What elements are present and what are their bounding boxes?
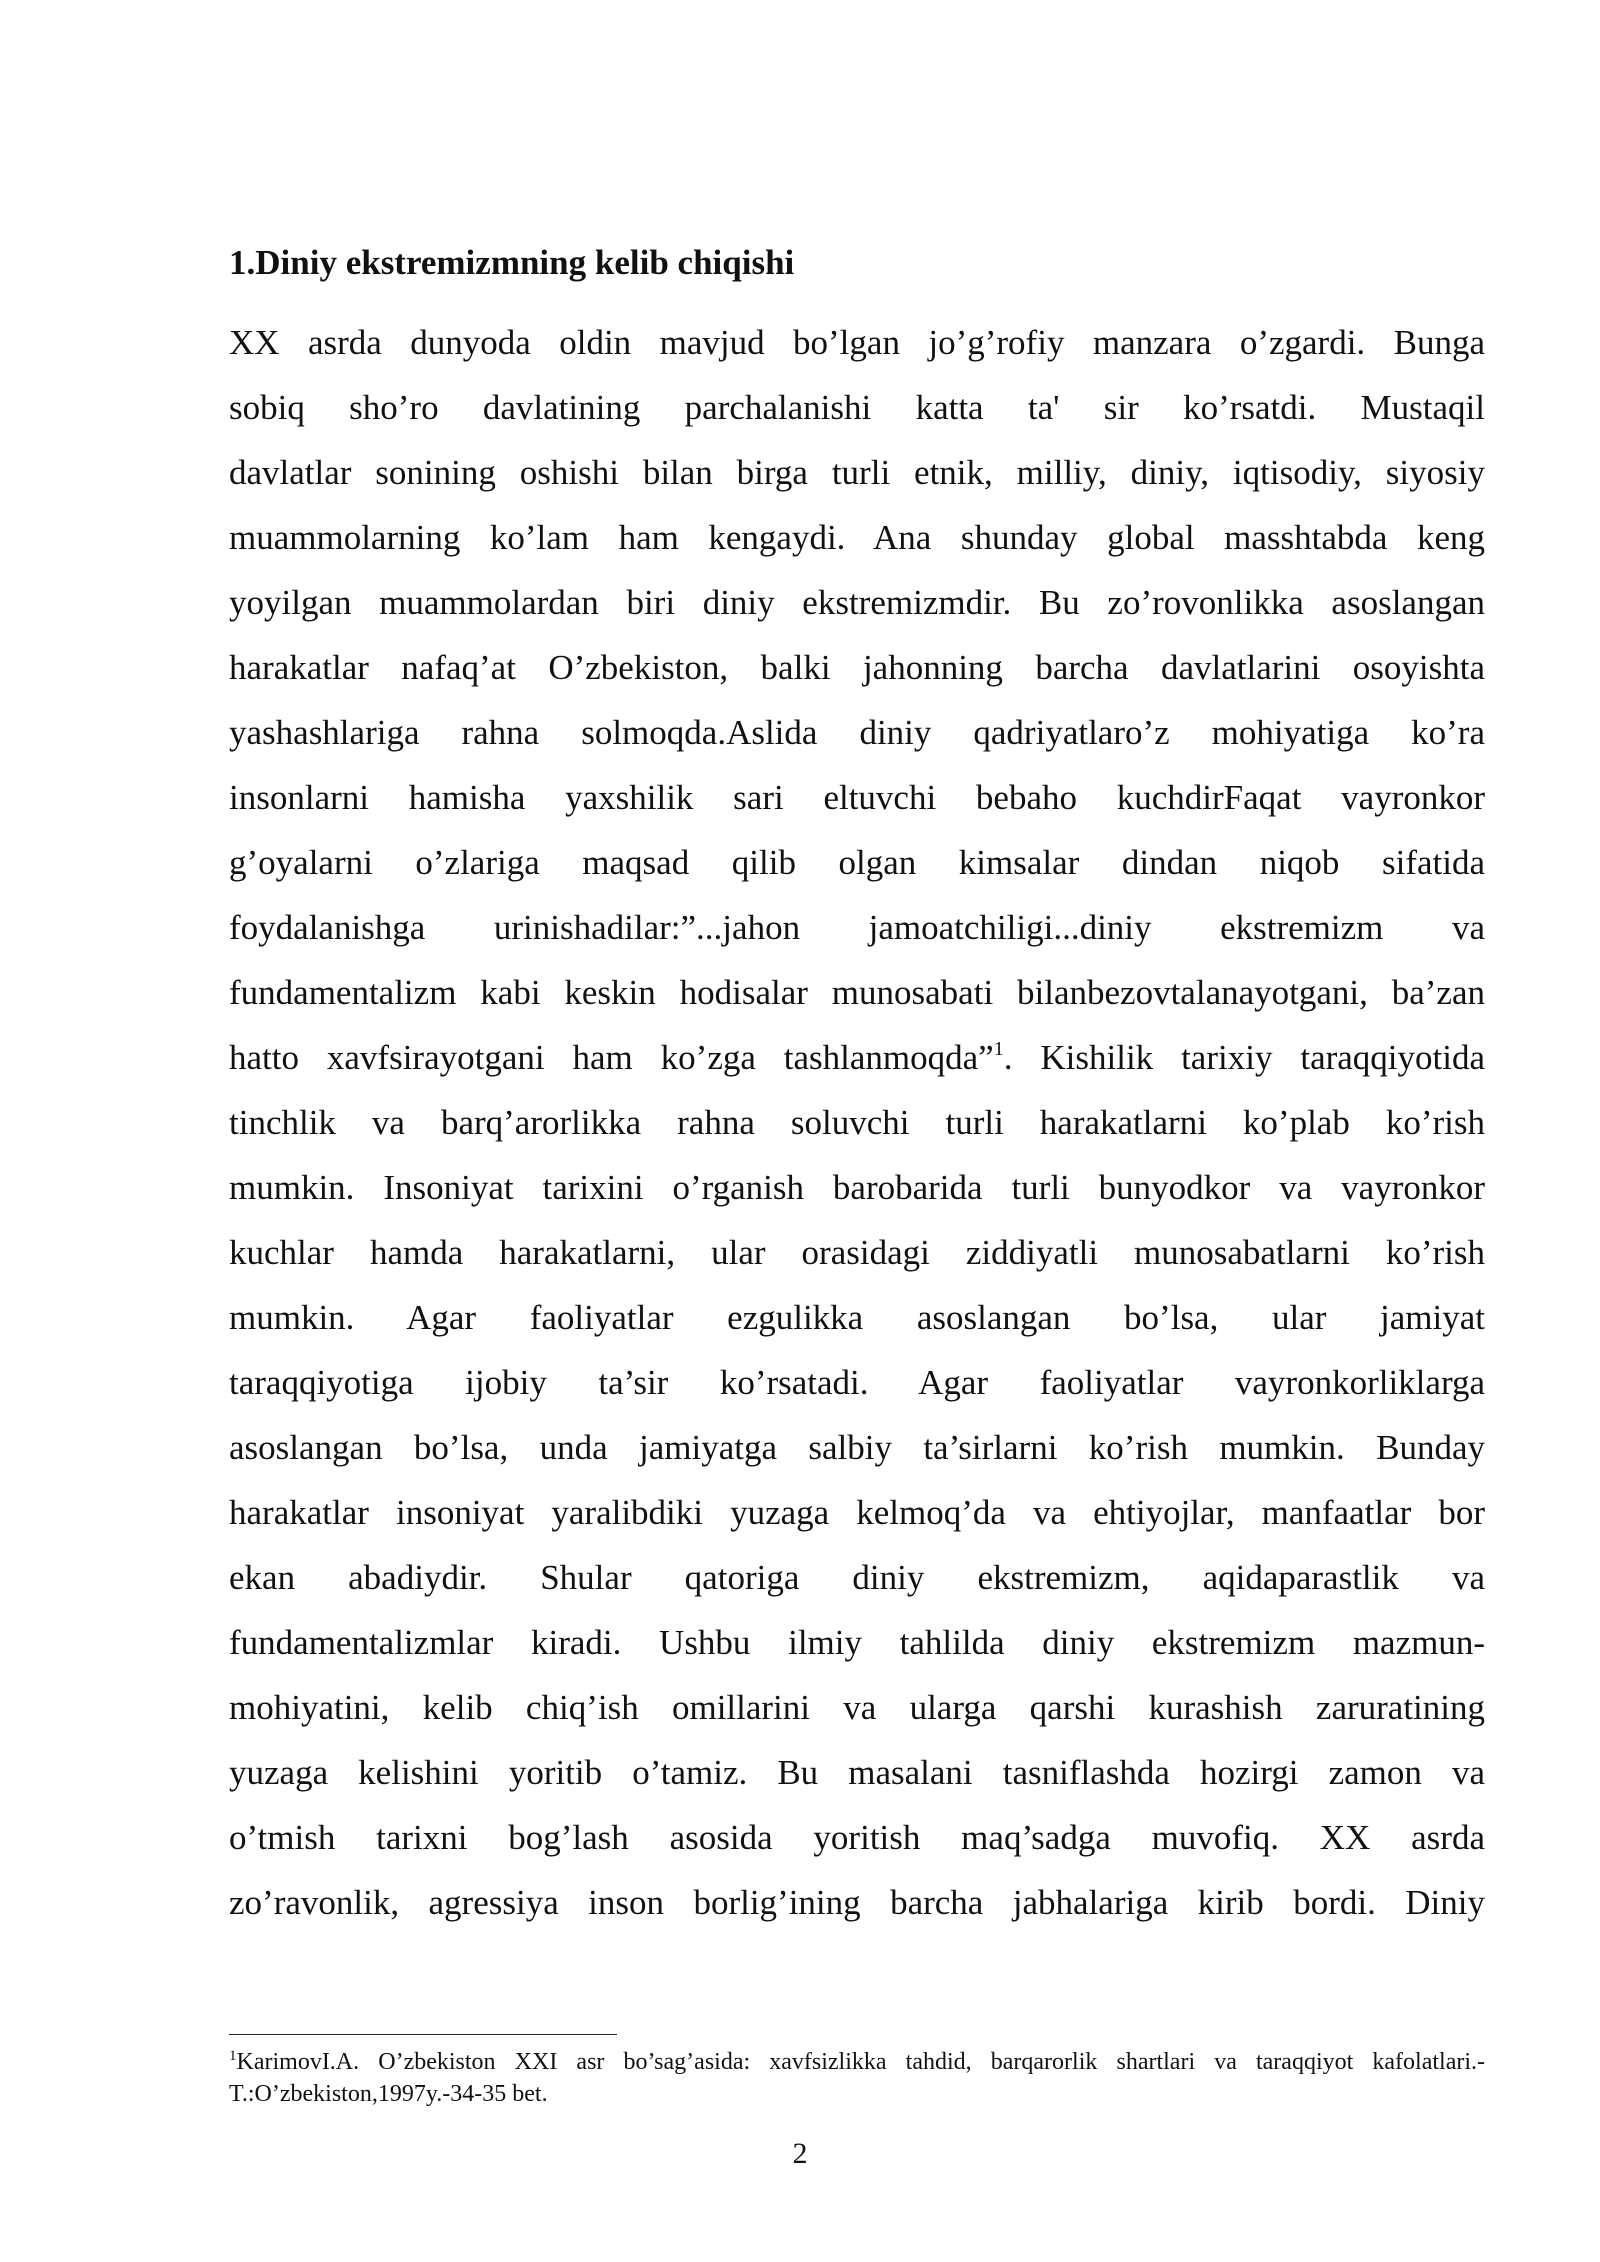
body-line: yuzaga kelishini yoritib o’tamiz. Bu masalani tasniflashda hozirgi zamon va xyxy=(229,1753,1485,1792)
body-line-with-footnote-ref xyxy=(229,1025,1485,1090)
body-line: davlatlar sonining oshishi bilan birga turli etnik, milliy, diniy, iqtisodiy, siyosiy xyxy=(229,453,1485,492)
body-line: mumkin. Insoniyat tarixini o’rganish barobarida turli bunyodkor va vayronkor xyxy=(229,1168,1485,1207)
body-line: harakatlar insoniyat yaralibdiki yuzaga kelmoq’da va ehtiyojlar, manfaatlar bor xyxy=(229,1493,1485,1532)
footnote-line xyxy=(229,2046,1485,2078)
body-line: fundamentalizmlar kiradi. Ushbu ilmiy tahlilda diniy ekstremizm mazmun- xyxy=(229,1623,1485,1662)
footnote-text: KarimovI.A. O’zbekiston XXI asr bo’sag’asida: xavfsizlikka tahdid, barqarorlik shartlari va taraqqiyot kafolatlari.- xyxy=(236,2049,1485,2075)
body-line: tinchlik va barq’arorlikka rahna soluvchi turli harakatlarni ko’plab ko’rish xyxy=(229,1103,1485,1142)
body-line: XX asrda dunyoda oldin mavjud bo’lgan jo’g’rofiy manzara o’zgardi. Bunga xyxy=(229,323,1485,362)
body-line: mohiyatini, kelib chiq’ish omillarini va ularga qarshi kurashish zaruratining xyxy=(229,1688,1485,1727)
body-line: o’tmish tarixni bog’lash asosida yoritish maq’sadga muvofiq. XX asrda xyxy=(229,1818,1485,1857)
body-line: yashashlariga rahna solmoqda.Aslida diniy qadriyatlaro’z mohiyatiga ko’ra xyxy=(229,713,1485,752)
footnote xyxy=(229,2046,1485,2110)
body-text xyxy=(229,310,1485,1935)
body-line: harakatlar nafaq’at O’zbekiston, balki jahonning barcha davlatlarini osoyishta xyxy=(229,648,1485,687)
body-line: yoyilgan muammolardan biri diniy ekstremizmdir. Bu zo’rovonlikka asoslangan xyxy=(229,583,1485,622)
footnote-marker: 1 xyxy=(229,2048,237,2064)
body-line: ekan abadiydir. Shular qatoriga diniy ekstremizm, aqidaparastlik va xyxy=(229,1558,1485,1597)
body-line: foydalanishga urinishadilar:”...jahon jamoatchiligi...diniy ekstremizm va xyxy=(229,908,1485,947)
body-line: kuchlar hamda harakatlarni, ular orasidagi ziddiyatli munosabatlarni ko’rish xyxy=(229,1233,1485,1272)
body-line: muammolarning ko’lam ham kengaydi. Ana shunday global masshtabda keng xyxy=(229,518,1485,557)
body-line: sobiq sho’ro davlatining parchalanishi katta ta' sir ko’rsatdi. Mustaqil xyxy=(229,388,1485,427)
body-line-part: . Kishilik tarixiy taraqqiyotida xyxy=(1003,1038,1486,1077)
body-line: zo’ravonlik, agressiya inson borlig’ining barcha jabhalariga kirib bordi. Diniy xyxy=(229,1883,1485,1922)
body-line: insonlarni hamisha yaxshilik sari eltuvchi bebaho kuchdirFaqat vayronkor xyxy=(229,778,1485,817)
body-line: taraqqiyotiga ijobiy ta’sir ko’rsatadi. Agar faoliyatlar vayronkorliklarga xyxy=(229,1363,1485,1402)
body-line: fundamentalizm kabi keskin hodisalar munosabati bilanbezovtalanayotgani, ba’zan xyxy=(229,973,1485,1012)
section-heading: 1.Diniy ekstremizmning kelib chiqishi xyxy=(229,243,795,282)
body-line: asoslangan bo’lsa, unda jamiyatga salbiy ta’sirlarni ko’rish mumkin. Bunday xyxy=(229,1428,1485,1467)
main-content xyxy=(229,240,1485,1935)
footnote-separator xyxy=(229,2034,617,2035)
footnote-line: T.:O’zbekiston,1997y.-34-35 bet. xyxy=(229,2081,548,2107)
body-line: g’oyalarni o’zlariga maqsad qilib olgan kimsalar dindan niqob sifatida xyxy=(229,843,1485,882)
body-line-part: hatto xavfsirayotgani ham ko’zga tashlanmoqda” xyxy=(229,1038,994,1077)
body-line: mumkin. Agar faoliyatlar ezgulikka asoslangan bo’lsa, ular jamiyat xyxy=(229,1298,1485,1337)
footnote-reference[interactable]: 1 xyxy=(993,1038,1004,1060)
page-number: 2 xyxy=(792,2137,808,2170)
